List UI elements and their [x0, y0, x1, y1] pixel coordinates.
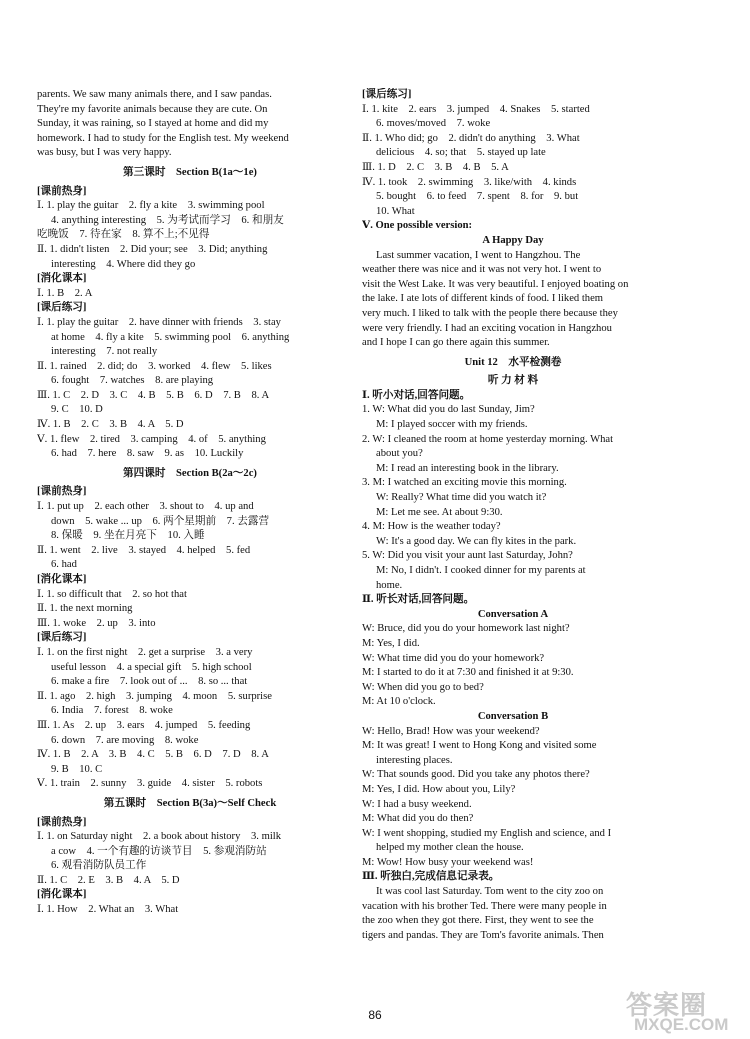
exercise-label: [消化课本] [37, 273, 87, 285]
text-line: at home 4. fly a kite 5. swimming pool 6. anything [51, 331, 290, 343]
section-heading: 第五课时 Section B(3a)～Self Check [103, 797, 277, 809]
text-line: Ⅴ. One possible version: [362, 220, 473, 232]
text-line: a cow 4. 一个有趣的访谈节目 5. 参观消防站 [51, 845, 267, 857]
text-line: Ⅰ. 1. put up 2. each other 3. shout to 4. up and [37, 501, 254, 513]
text-line: interesting places. [376, 754, 453, 766]
text-line: down 5. wake ... up 6. 两个星期前 7. 去露营 [51, 515, 270, 527]
section-heading: Unit 12 水平检测卷 [464, 356, 562, 368]
text-line: M: It was great! I went to Hong Kong and visited some [362, 740, 597, 752]
text-line: delicious 4. so; that 5. stayed up late [376, 147, 546, 159]
text-line: 10. What [376, 205, 415, 217]
text-line: W: I had a busy weekend. [362, 798, 472, 810]
text-line: 6. India 7. forest 8. woke [51, 705, 173, 717]
text-line: 8. 保暖 9. 坐在月亮下 10. 入睡 [51, 530, 205, 542]
paragraph-line: It was cool last Saturday. Tom went to the city zoo on [376, 886, 604, 898]
paragraph-line: the zoo when they got there. First, they went to see the [362, 915, 594, 927]
paragraph-line: visit the West Lake. It was very beautiful. I enjoyed boating on [362, 278, 629, 290]
exercise-label: [消化课本] [37, 574, 87, 585]
text-line: Ⅳ. 1. B 2. C 3. B 4. A 5. D [37, 419, 184, 431]
paragraph-line: tigers and pandas. They are Tom's favorite animals. Then [362, 929, 604, 941]
section-heading: 第三课时 Section B(1a～1e) [123, 166, 257, 178]
page-number: 86 [368, 1008, 382, 1022]
text-line: Ⅰ. 1. play the guitar 2. fly a kite 3. swimming pool [37, 200, 265, 212]
exercise-label: [课前热身] [37, 185, 87, 197]
exercise-label: [课前热身] [37, 486, 87, 498]
exercise-label: [课后练习] [37, 632, 87, 644]
text-line: Ⅰ. 1. How 2. What an 3. What [37, 904, 179, 916]
paragraph-line: weather there was nice and it was not very hot. I went to [362, 264, 602, 276]
text-line: M: Wow! How busy your weekend was! [362, 856, 534, 868]
text-line: about you? [376, 448, 423, 460]
subheading: Conversation B [477, 710, 549, 722]
text-line: Ⅰ. 1. so difficult that 2. so hot that [37, 588, 187, 600]
text-line: useful lesson 4. a special gift 5. high school [51, 661, 252, 673]
text-line: Ⅱ. 1. didn't listen 2. Did your; see 3. Did; anything [37, 243, 268, 255]
text-line: 4. anything interesting 5. 为考试而学习 6. 和朋友 [51, 214, 284, 226]
text-line: W: Bruce, did you do your homework last night? [362, 623, 570, 635]
watermark-en: MXQE.COM [634, 1015, 729, 1034]
text-line: M: What did you do then? [362, 813, 474, 825]
text-line: 1. W: What did you do last Sunday, Jim? [362, 404, 535, 416]
paragraph-line: Sunday, it was raining, so I stayed at home and did my [37, 118, 269, 130]
text-line: Ⅰ. 1. play the guitar 2. have dinner with friends 3. stay [37, 316, 281, 328]
text-line: Ⅱ. 1. the next morning [37, 603, 133, 615]
text-line: M: Let me see. At about 9:30. [376, 506, 503, 518]
text-line: 6. had [51, 559, 77, 571]
right-column [362, 88, 664, 943]
text-line: Ⅲ. 1. D 2. C 3. B 4. B 5. A [362, 161, 509, 173]
paragraph-line: vacation with his brother Ted. There were many people in [362, 900, 607, 912]
paragraph-line: were very friendly. I had an exciting vocation in Hangzhou [362, 322, 612, 334]
text-line: M: I played soccer with my friends. [376, 419, 528, 431]
exercise-label: [课后练习] [37, 302, 87, 314]
text-line: M: At 10 o'clock. [362, 696, 436, 708]
paragraph-line: homework. I had to study for the English test. My weekend [37, 132, 289, 144]
text-line: Ⅰ. 1. on the first night 2. get a surprise 3. a very [37, 646, 253, 658]
text-line: 6. fought 7. watches 8. are playing [51, 375, 214, 387]
text-line: Ⅴ. 1. flew 2. tired 3. camping 4. of 5. anything [37, 433, 266, 445]
text-line: 5. bought 6. to feed 7. spent 8. for 9. but [376, 191, 579, 203]
paragraph-line: the lake. I ate lots of different kinds of food. I liked them [362, 293, 604, 305]
text-line: M: Yes, I did. How about you, Lily? [362, 783, 516, 795]
text-line: W: Hello, Brad! How was your weekend? [362, 725, 540, 737]
left-column [37, 88, 343, 918]
text-line: Ⅱ. 1. went 2. live 3. stayed 4. helped 5. fed [37, 544, 251, 556]
text-line: 6. down 7. are moving 8. woke [51, 734, 199, 746]
paragraph-line: and I hope I can go there again this summer. [362, 337, 550, 349]
text-line: M: No, I didn't. I cooked dinner for my parents at [376, 565, 586, 576]
subheading: A Happy Day [482, 234, 544, 246]
text-line: Ⅳ. 1. B 2. A 3. B 4. C 5. B 6. D 7. D 8. A [37, 749, 269, 761]
text-line: Ⅱ. 1. C 2. E 3. B 4. A 5. D [37, 874, 180, 886]
text-line: 6. had 7. here 8. saw 9. as 10. Luckily [51, 448, 244, 460]
text-line: 9. C 10. D [51, 404, 103, 416]
text-line: M: I started to do it at 7:30 and finished it at 9:30. [362, 667, 574, 679]
watermark-logo [620, 985, 742, 1035]
text-line: Ⅱ. 1. ago 2. high 3. jumping 4. moon 5. surprise [37, 690, 272, 702]
text-line: 2. W: I cleaned the room at home yesterday morning. What [362, 433, 614, 445]
exercise-label: [课前热身] [37, 816, 87, 828]
text-line: Ⅳ. 1. took 2. swimming 3. like/with 4. kinds [362, 176, 577, 188]
exercise-label: [课后练习] [362, 89, 412, 100]
text-line: Ⅲ. 1. woke 2. up 3. into [37, 617, 156, 629]
text-line: Ⅱ. 1. rained 2. did; do 3. worked 4. flew 5. likes [37, 360, 272, 372]
text-line: Ⅲ. 1. As 2. up 3. ears 4. jumped 5. feeding [37, 719, 251, 731]
text-line: interesting 4. Where did they go [51, 258, 196, 270]
subheading: Conversation A [477, 608, 549, 620]
text-line: 9. B 10. C [51, 763, 103, 775]
text-line: 5. W: Did you visit your aunt last Saturday, John? [362, 550, 573, 562]
paragraph-line: They're my favorite animals because they are cute. On [37, 103, 268, 115]
exercise-label: [消化课本] [37, 889, 87, 901]
text-line: Ⅰ. 1. kite 2. ears 3. jumped 4. Snakes 5. started [362, 103, 590, 115]
text-line: Ⅰ. 1. on Saturday night 2. a book about history 3. milk [37, 831, 281, 843]
text-line: 3. M: I watched an exciting movie this morning. [362, 477, 567, 489]
text-line: 6. make a fire 7. look out of ... 8. so ... that [51, 676, 248, 688]
text-line: Ⅱ. 1. Who did; go 2. didn't do anything 3. What [362, 132, 580, 144]
text-line: Ⅱ. 听长对话,回答问题。 [362, 594, 475, 606]
subheading: 听 力 材 料 [487, 375, 539, 387]
text-line: 吃晚饭 7. 待在家 8. 算不上;不见得 [37, 229, 210, 241]
paragraph-line: Last summer vacation, I went to Hangzhou. The [376, 249, 581, 261]
text-line: Ⅰ. 听小对话,回答问题。 [362, 389, 471, 401]
text-line: W: It's a good day. We can fly kites in the park. [376, 535, 577, 547]
text-line: W: Really? What time did you watch it? [376, 492, 547, 504]
text-line: 4. M: How is the weather today? [362, 521, 501, 533]
text-line: Ⅴ. 1. train 2. sunny 3. guide 4. sister 5. robots [37, 778, 263, 790]
text-line: Ⅰ. 1. B 2. A [37, 287, 93, 299]
paragraph-line: very much. I liked to talk with the people there because they [362, 307, 618, 319]
text-line: interesting 7. not really [51, 346, 158, 358]
text-line: W: When did you go to bed? [362, 681, 484, 693]
section-heading: 第四课时 Section B(2a～2c) [123, 467, 257, 479]
text-line: M: I read an interesting book in the library. [376, 462, 559, 474]
text-line: Ⅲ. 听独白,完成信息记录表。 [362, 871, 500, 883]
text-line: M: Yes, I did. [362, 637, 420, 649]
paragraph-line: parents. We saw many animals there, and I saw pandas. [37, 89, 272, 100]
text-line: 6. 观看消防队员工作 [51, 860, 147, 872]
text-line: 6. moves/moved 7. woke [376, 118, 491, 130]
text-line: Ⅲ. 1. C 2. D 3. C 4. B 5. B 6. D 7. B 8. A [37, 389, 270, 401]
watermark-cn: 答案圈 [626, 990, 708, 1020]
text-line: home. [376, 579, 403, 591]
text-line: W: What time did you do your homework? [362, 652, 545, 664]
paragraph-line: was busy, but I was very happy. [37, 147, 172, 159]
text-line: helped my mother clean the house. [376, 842, 524, 854]
text-line: W: I went shopping, studied my English and science, and I [362, 827, 612, 839]
text-line: W: That sounds good. Did you take any photos there? [362, 769, 590, 781]
